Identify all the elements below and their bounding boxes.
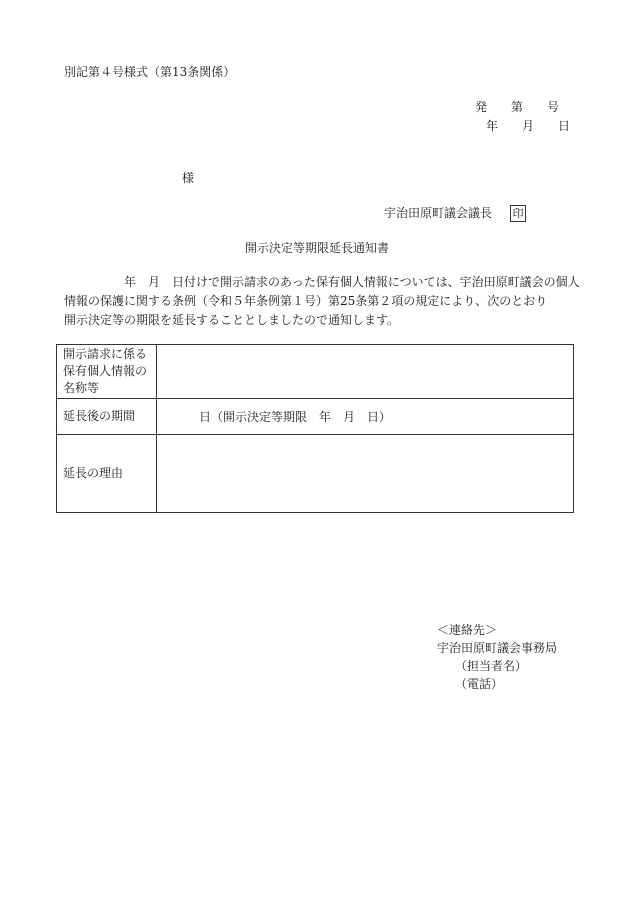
- notice-body: [64, 273, 584, 330]
- extension-details-table: [56, 344, 574, 513]
- addressee-honorific: 様: [182, 171, 195, 185]
- contact-office: 宇治田原町議会事務局: [437, 641, 558, 655]
- form-reference: 別記第４号様式（第13条関係）: [64, 65, 236, 79]
- row-label-item-name: 開示請求に係る 保有個人情報の 名称等: [57, 345, 157, 399]
- contact-person: （担当者名）: [455, 659, 528, 673]
- row-value-extended-period: 日（開示決定等期限 年 月 日）: [157, 399, 574, 435]
- contact-phone: （電話）: [455, 677, 504, 691]
- body-line-3: 開示決定等の期限を延長することとしましたので通知します。: [64, 313, 400, 327]
- document-title: 開示決定等期限延長通知書: [245, 241, 390, 255]
- table-row: [57, 345, 574, 399]
- row-label-extended-period: 延長後の期間: [57, 399, 157, 435]
- row-value-item-name: [157, 345, 574, 399]
- table-row: [57, 435, 574, 513]
- seal-mark: 印: [510, 205, 526, 222]
- issue-date: 年 月 日: [486, 119, 571, 133]
- table-row: [57, 399, 574, 435]
- sender-name: 宇治田原町議会議長: [384, 206, 493, 220]
- body-line-1: 年 月 日付けで開示請求のあった保有個人情報については、宇治田原町議会の個人: [64, 275, 580, 289]
- sender-block: [384, 205, 526, 222]
- row-label-reason: 延長の理由: [57, 435, 157, 513]
- row-value-reason: [157, 435, 574, 513]
- contact-block: [437, 621, 557, 693]
- document-number: 発 第 号: [475, 100, 560, 114]
- contact-heading: ＜連絡先＞: [437, 623, 498, 637]
- body-line-2: 情報の保護に関する条例（令和５年条例第１号）第25条第２項の規定により、次のとおり: [64, 294, 548, 308]
